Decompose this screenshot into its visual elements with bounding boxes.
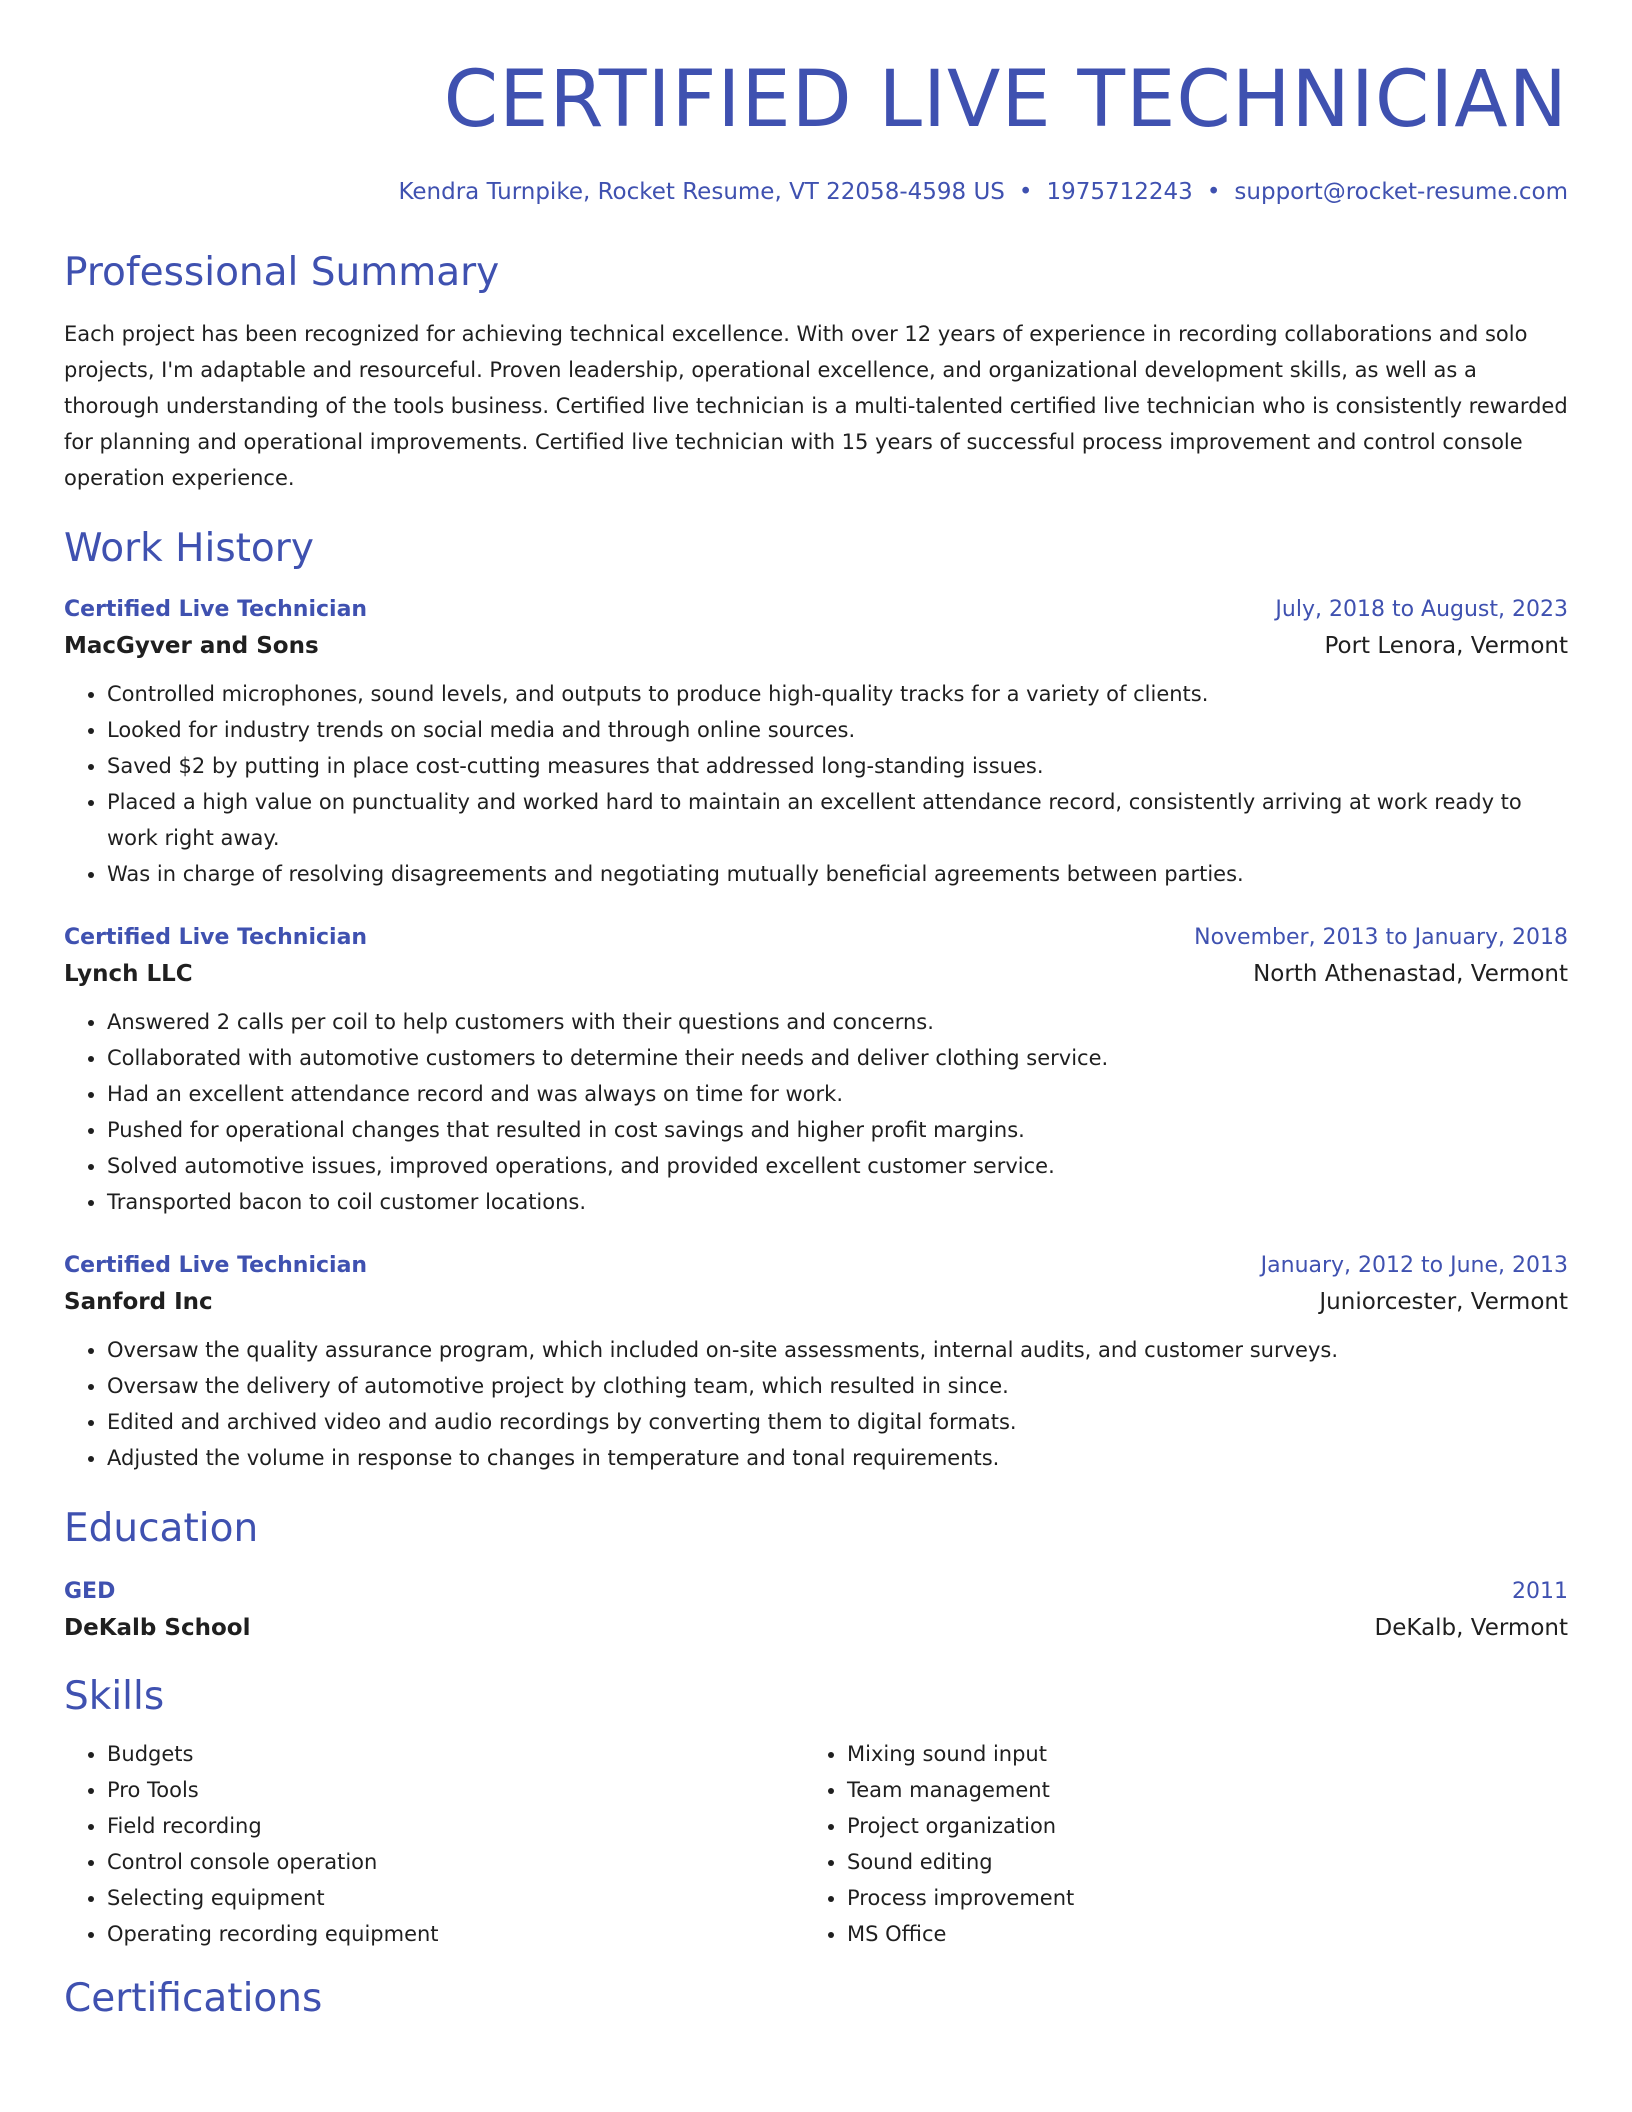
skills-grid	[64, 1736, 1568, 1952]
contact-phone: 1975712243	[1046, 179, 1193, 205]
job-bullet: • Solved automotive issues, improved operations, and provided excellent customer service.	[107, 1148, 1568, 1184]
job-company: Sanford Inc	[64, 1289, 213, 1315]
job-entry	[64, 922, 1568, 1220]
document-title: CERTIFIED LIVE TECHNICIAN	[443, 55, 1568, 145]
job-dates: January, 2012 to June, 2013	[1260, 1253, 1568, 1278]
education-section	[64, 1504, 1568, 1648]
job-company: MacGyver and Sons	[64, 633, 319, 659]
job-location: Juniorcester, Vermont	[1319, 1289, 1568, 1315]
skill-item: • Process improvement	[847, 1880, 1544, 1916]
skill-item: • Control console operation	[107, 1844, 804, 1880]
skill-item: • Budgets	[107, 1736, 804, 1772]
skill-item: • Team management	[847, 1772, 1544, 1808]
job-bullet: • Saved $2 by putting in place cost-cutting measures that addressed long-standing issues.	[107, 748, 1568, 784]
job-location: Port Lenora, Vermont	[1324, 633, 1568, 659]
job-bullet: • Edited and archived video and audio recordings by converting them to digital formats.	[107, 1404, 1568, 1440]
job-bullet: • Was in charge of resolving disagreements and negotiating mutually beneficial agreements between parties.	[107, 856, 1568, 892]
education-location: DeKalb, Vermont	[1374, 1615, 1568, 1641]
skill-item: • Mixing sound input	[847, 1736, 1544, 1772]
resume-header	[64, 0, 1568, 208]
skill-item: • Pro Tools	[107, 1772, 804, 1808]
certifications-section	[64, 1974, 1568, 2024]
job-bullet: • Placed a high value on punctuality and worked hard to maintain an excellent attendance record, consistently arriving at work ready to work right away.	[107, 784, 1568, 856]
education-degree: GED	[64, 1579, 116, 1604]
education-entry	[64, 1576, 1568, 1648]
job-bullets	[64, 676, 1568, 892]
job-bullet: • Had an excellent attendance record and was always on time for work.	[107, 1076, 1568, 1112]
job-bullet: • Controlled microphones, sound levels, and outputs to produce high-quality tracks for a variety of clients.	[107, 676, 1568, 712]
contact-address: Kendra Turnpike, Rocket Resume, VT 22058-4598 US	[398, 179, 1005, 205]
education-school: DeKalb School	[64, 1615, 251, 1641]
job-bullet: • Transported bacon to coil customer locations.	[107, 1184, 1568, 1220]
skill-item: • Sound editing	[847, 1844, 1544, 1880]
job-location: North Athenastad, Vermont	[1253, 961, 1568, 987]
summary-text: Each project has been recognized for achieving technical excellence. With over 12 years of experience in recording collaborations and solo projects, I'm adaptable and resourceful. Proven leadership, operational excellence, and organizational development skills, as well as a thorough understanding of the tools business. Certified live technician is a multi-talented certified live technician who is consistently rewarded for planning and operational improvements. Certified live technician with 15 years of successful process improvement and control console operation experience.	[64, 322, 1568, 490]
section-heading-certifications: Certifications	[64, 1976, 323, 2021]
job-dates: July, 2018 to August, 2023	[1275, 597, 1568, 622]
work-history-section	[64, 524, 1568, 1476]
section-heading-work-history: Work History	[64, 526, 314, 571]
job-bullet: • Looked for industry trends on social media and through online sources.	[107, 712, 1568, 748]
job-bullet: • Oversaw the quality assurance program, which included on-site assessments, internal audits, and customer surveys.	[107, 1332, 1568, 1368]
skills-section	[64, 1672, 1568, 1952]
job-entry	[64, 1250, 1568, 1476]
job-bullet: • Oversaw the delivery of automotive project by clothing team, which resulted in since.	[107, 1368, 1568, 1404]
job-bullet: • Answered 2 calls per coil to help customers with their questions and concerns.	[107, 1004, 1568, 1040]
education-year: 2011	[1512, 1579, 1568, 1604]
skill-item: • Selecting equipment	[107, 1880, 804, 1916]
job-bullets	[64, 1332, 1568, 1476]
contact-line	[64, 176, 1568, 208]
skill-item: • Project organization	[847, 1808, 1544, 1844]
contact-separator: •	[1018, 179, 1033, 205]
job-bullet: • Adjusted the volume in response to changes in temperature and tonal requirements.	[107, 1440, 1568, 1476]
job-dates: November, 2013 to January, 2018	[1194, 925, 1568, 950]
professional-summary-section	[64, 248, 1568, 496]
job-entry	[64, 594, 1568, 892]
skill-item: • Operating recording equipment	[107, 1916, 804, 1952]
job-title: Certified Live Technician	[64, 597, 368, 622]
job-bullet: • Pushed for operational changes that resulted in cost savings and higher profit margins.	[107, 1112, 1568, 1148]
contact-separator: •	[1206, 179, 1221, 205]
skill-item: • MS Office	[847, 1916, 1544, 1952]
skill-item: • Field recording	[107, 1808, 804, 1844]
job-bullets	[64, 1004, 1568, 1220]
section-heading-skills: Skills	[64, 1674, 165, 1719]
job-company: Lynch LLC	[64, 961, 193, 987]
section-heading-summary: Professional Summary	[64, 250, 500, 295]
contact-email[interactable]: support@rocket-resume.com	[1234, 179, 1568, 205]
job-title: Certified Live Technician	[64, 925, 368, 950]
job-title: Certified Live Technician	[64, 1253, 368, 1278]
section-heading-education: Education	[64, 1506, 259, 1551]
job-bullet: • Collaborated with automotive customers to determine their needs and deliver clothing service.	[107, 1040, 1568, 1076]
skills-column-right	[804, 1736, 1544, 1952]
skills-column-left	[64, 1736, 804, 1952]
